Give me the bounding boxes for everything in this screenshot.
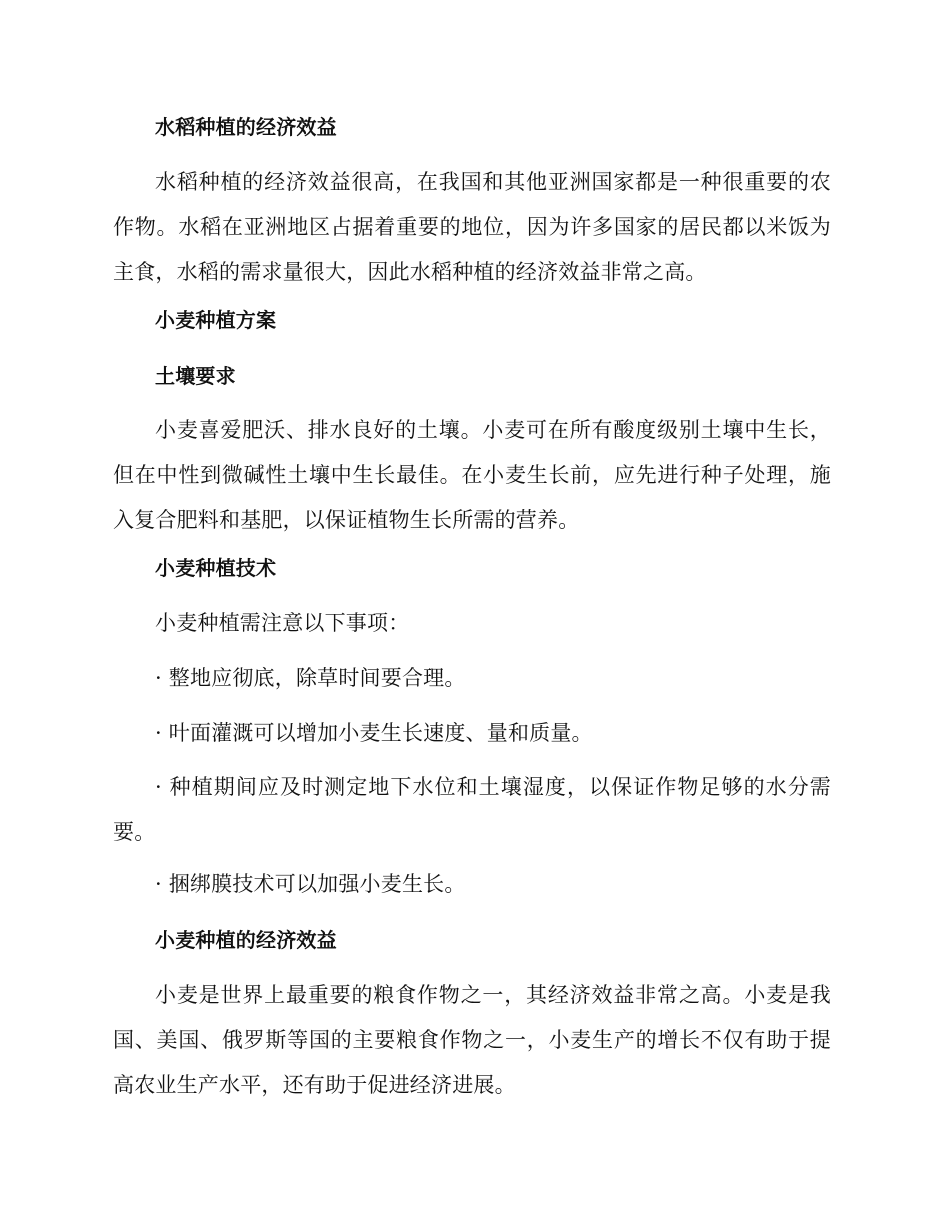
heading-wheat-planting-technique: 小麦种植技术 [155,556,277,580]
heading-soil-requirements: 土壤要求 [155,364,236,388]
paragraph-wheat-economic-benefit: 小麦是世界上最重要的粮食作物之一，其经济效益非常之高。小麦是我国、美国、俄罗斯等国的主要粮食作物之一，小麦生产的增长不仅有助于提高农业生产水平，还有助于促进经济进展。 [113,983,831,1097]
list-item: · 种植期间应及时测定地下水位和土壤湿度，以保证作物足够的水分需要。 [113,775,831,844]
list-item: · 叶面灌溉可以增加小麦生长速度、量和质量。 [155,721,593,745]
list-item: · 整地应彻底，除草时间要合理。 [155,666,466,690]
list-item: · 捆绑膜技术可以加强小麦生长。 [155,872,466,896]
heading-rice-economic-benefit: 水稻种植的经济效益 [155,115,337,139]
paragraph-technique-intro: 小麦种植需注意以下事项： [155,611,410,635]
paragraph-soil-requirements: 小麦喜爱肥沃、排水良好的土壤。小麦可在所有酸度级别土壤中生长，但在中性到微碱性土壤中生长最佳。在小麦生长前，应先进行种子处理，施入复合肥料和基肥，以保证植物生长所需的营养。 [113,418,831,532]
heading-wheat-planting-plan: 小麦种植方案 [155,308,277,332]
heading-wheat-economic-benefit: 小麦种植的经济效益 [155,928,337,952]
paragraph-rice-economic-benefit: 水稻种植的经济效益很高，在我国和其他亚洲国家都是一种很重要的农作物。水稻在亚洲地区占据着重要的地位，因为许多国家的居民都以米饭为主食，水稻的需求量很大，因此水稻种植的经济效益非常之高。 [113,170,831,284]
